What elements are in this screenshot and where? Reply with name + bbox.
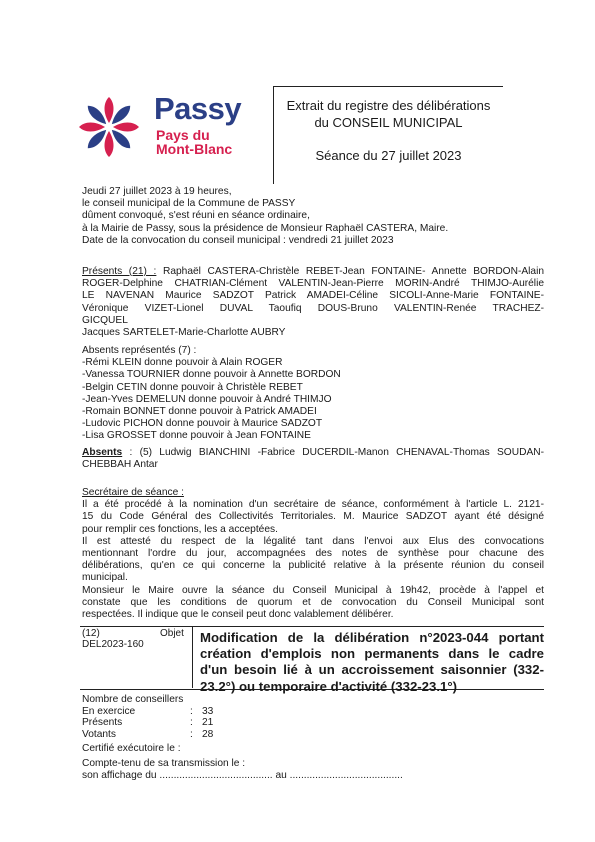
count-value: 28 <box>202 728 214 740</box>
count-label: Votants <box>82 728 116 740</box>
proxy-line: -Romain BONNET donne pouvoir à Patrick AMADEI <box>82 406 317 418</box>
secretaire-line: 15 du Code Général des Collectivités Territoriales. M. Maurice SADZOT ayant été désigné <box>82 511 544 523</box>
counts-header: Nombre de conseillers <box>82 694 184 705</box>
proxy-line: -Belgin CETIN donne pouvoir à Christèle REBET <box>82 381 303 393</box>
secretaire-line: municipal. <box>82 572 128 584</box>
logo-name: Passy <box>154 91 242 126</box>
intro-line: le conseil municipal de la Commune de PASSY <box>82 198 296 210</box>
object-ref: DEL2023-160 <box>82 639 144 650</box>
secretaire-line: mentionnant l'ordre du jour, accompagnées des notes de synthèse pour chacune des <box>82 548 544 560</box>
intro-line: Jeudi 27 juillet 2023 à 19 heures, <box>82 186 232 197</box>
object-reference <box>82 628 144 650</box>
count-row <box>82 706 403 718</box>
secretaire-line: délibérations, qu'en ce qui concerne la publicité relative à la présente réunion du conseil <box>82 560 544 572</box>
object-number: (12) <box>82 628 100 639</box>
intro-line: à la Mairie de Passy, sous la présidence de Monsieur Raphaël CASTERA, Maire. <box>82 222 449 234</box>
transmission-line: Compte-tenu de sa transmission le : <box>82 757 246 769</box>
header-line2: du CONSEIL MUNICIPAL <box>314 115 463 130</box>
header-box <box>273 86 503 184</box>
header-line1: Extrait du registre des délibérations <box>286 98 491 113</box>
presents-line: GICQUEL <box>82 314 128 326</box>
absents-line: : (5) Ludwig BIANCHINI -Fabrice DUCERDIL-Manon CHENAVAL-Thomas SOUDAN- <box>122 447 544 458</box>
presents-line: Jacques SARTELET-Marie-Charlotte AUBRY <box>82 327 286 339</box>
logo-subtitle-line2: Mont-Blanc <box>156 141 233 157</box>
secretaire-block <box>82 487 544 621</box>
secretaire-line: Il a été procédé à la nomination d'un secrétaire de séance, conformément à l'article L. 2121- <box>82 499 544 511</box>
secretaire-label: Secrétaire de séance : <box>82 487 184 498</box>
affichage-line: son affichage du ........................................ au ........................................ <box>82 769 403 781</box>
count-label: Présents <box>82 717 123 729</box>
secretaire-line: constate que les conditions de quorum et de convocation du Conseil Municipal sont <box>82 596 544 608</box>
presents-line: Véronique VIZET-Lionel DUVAL Taoufiq DOUS-Bruno VALENTIN-Renée TRACHEZ- <box>82 302 544 314</box>
object-title <box>200 630 544 695</box>
count-row <box>82 729 403 741</box>
object-title-line: 23.2°) ou temporaire d'activité (332-23.1°) <box>200 678 458 694</box>
object-title-line: d'un besoin lié à un accroissement saisonnier (332- <box>200 662 544 678</box>
object-title-line: création d'emplois non permanents dans le cadre <box>200 646 544 662</box>
secretaire-line: Monsieur le Maire ouvre la séance du Conseil Municipal à 19h42, procède à l'appel et <box>82 584 544 596</box>
proxy-line: -Rémi KLEIN donne pouvoir à Alain ROGER <box>82 357 283 369</box>
object-label: Objet <box>160 628 184 639</box>
proxy-line: -Ludovic PICHON donne pouvoir à Maurice SADZOT <box>82 418 323 430</box>
intro-block <box>82 186 544 247</box>
object-title-line: Modification de la délibération n°2023-044 portant <box>200 630 544 645</box>
logo-subtitle-line1: Pays du <box>156 127 210 143</box>
intro-line: Date de la convocation du conseil municipal : vendredi 21 juillet 2023 <box>82 234 394 246</box>
presents-label: Présents (21) : <box>82 266 157 277</box>
proxy-line: -Vanessa TOURNIER donne pouvoir à Annette BORDON <box>82 369 341 381</box>
absents-block <box>82 447 544 471</box>
count-label: En exercice <box>82 705 136 717</box>
object-separator <box>192 626 193 688</box>
secretaire-line: respectées. Il indique que le conseil peut donc valablement délibérer. <box>82 609 394 621</box>
absents-line: CHEBBAH Antar <box>82 459 158 471</box>
count-colon: : <box>190 728 193 740</box>
presents-line: ROGER-Delphine CHATRIAN-Clément VALENTIN-Jean-Pierre MORIN-André THIMJO-Aurélie <box>82 278 544 290</box>
count-colon: : <box>190 717 193 729</box>
logo-subtitle <box>156 128 232 156</box>
absents-represented-block <box>82 345 544 443</box>
councillor-counts <box>82 694 403 781</box>
intro-line: dûment convoqué, s'est réuni en séance ordinaire, <box>82 210 310 222</box>
presents-line: Raphaël CASTERA-Christèle REBET-Jean FONTAINE- Annette BORDON-Alain <box>156 266 545 277</box>
absents-label: Absents <box>82 447 123 458</box>
logo-petal <box>105 97 114 123</box>
count-row <box>82 717 403 729</box>
count-colon: : <box>190 705 193 717</box>
presents-block <box>82 266 544 339</box>
count-value: 33 <box>202 705 214 717</box>
absents-represented-label: Absents représentés (7) : <box>82 345 197 356</box>
count-value: 21 <box>202 717 214 729</box>
proxy-line: -Lisa GROSSET donne pouvoir à Jean FONTAINE <box>82 430 311 442</box>
proxy-line: -Jean-Yves DEMELUN donne pouvoir à André THIMJO <box>82 393 332 405</box>
certified-line: Certifié exécutoire le : <box>82 743 181 755</box>
seance-date: Séance du 27 juillet 2023 <box>315 148 462 163</box>
passy-logo-mark-icon <box>78 96 140 158</box>
presents-line: LE NAVENAN Maurice SADZOT Patrick AMADEI-Céline SICOLI-Anne-Marie FONTAINE- <box>82 290 544 302</box>
secretaire-line: Il est attesté du respect de la légalité tant dans l'envoi aux Elus des convocations <box>82 535 544 547</box>
secretaire-line: pour remplir ces fonctions, les a acceptées. <box>82 523 278 535</box>
